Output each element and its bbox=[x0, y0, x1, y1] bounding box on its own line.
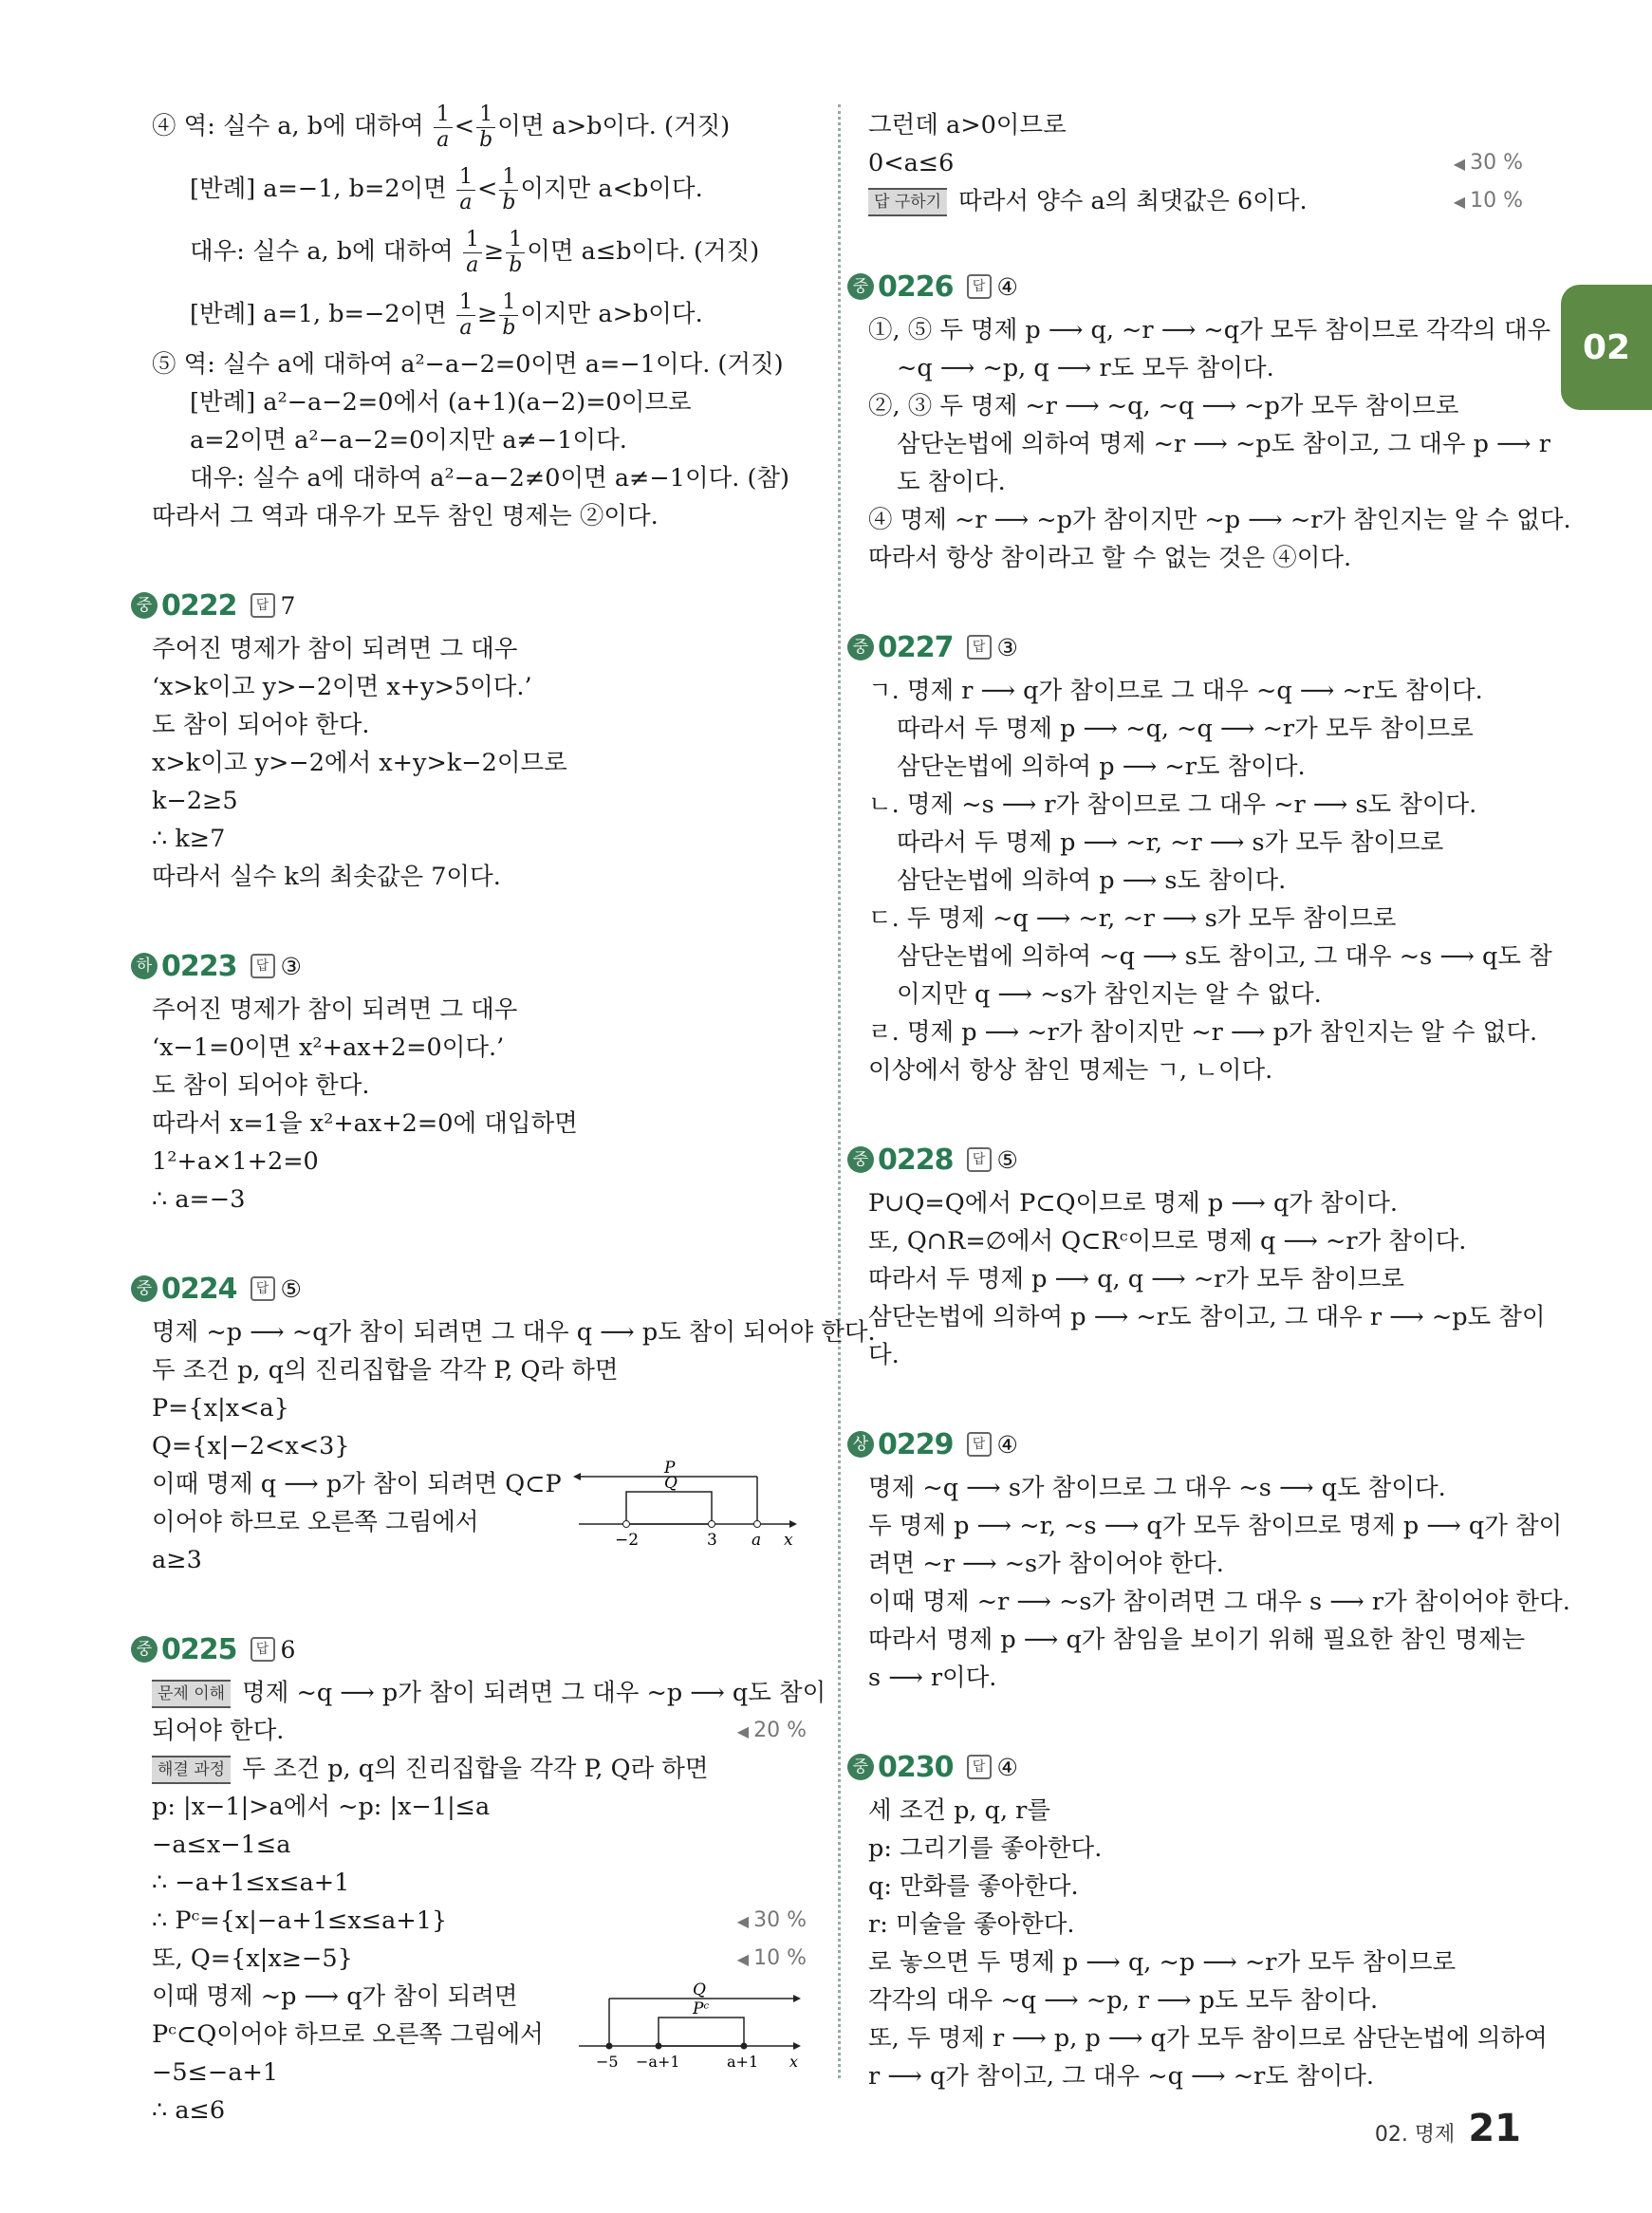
score-percent: ◀ 10 % bbox=[737, 1940, 807, 1979]
solution-line: 이때 명제 ~p ⟶ q가 참이 되려면 bbox=[152, 1982, 518, 2011]
answer-icon: 답 bbox=[251, 954, 275, 978]
answer-icon: 답 bbox=[967, 635, 992, 660]
score-percent: ◀ 20 % bbox=[737, 1712, 807, 1751]
solution-line: 두 명제 p ⟶ ~r, ~s ⟶ q가 모두 참이므로 명제 p ⟶ q가 참이 bbox=[868, 1512, 1563, 1540]
answer-value: ⑤ bbox=[996, 1145, 1018, 1174]
answer-icon: 답 bbox=[251, 1276, 275, 1301]
problem-number: 0228 bbox=[878, 1143, 954, 1177]
solution-line: ‘x−1=0이면 x²+ax+2=0이다.’ bbox=[152, 1033, 505, 1062]
solution-line: ①, ⑤ 두 명제 p ⟶ q, ~r ⟶ ~q가 모두 참이므로 각각의 대우 bbox=[868, 316, 1551, 344]
problem-header bbox=[847, 1139, 1523, 1181]
solution-line: Q={x|−2<x<3} bbox=[152, 1432, 350, 1460]
solution-line: ∴ −a+1≤x≤a+1 bbox=[152, 1869, 350, 1897]
q-label: Q bbox=[664, 1474, 678, 1493]
solution-line: 되어야 한다. ◀ 20 % bbox=[152, 1712, 807, 1750]
solution-line: 다. bbox=[868, 1341, 900, 1369]
problem-header bbox=[131, 1268, 807, 1310]
problem-header bbox=[847, 266, 1523, 307]
solution-line: −a≤x−1≤a bbox=[152, 1831, 291, 1859]
q-arrow bbox=[793, 1995, 801, 2002]
step-tag: 답 구하기 bbox=[868, 188, 947, 216]
solution-line: p: |x−1|>a에서 ~p: |x−1|≤a bbox=[152, 1793, 491, 1821]
solution-line: 로 놓으면 두 명제 p ⟶ q, ~p ⟶ ~r가 모두 참이므로 bbox=[868, 1948, 1457, 1977]
tick-label: −5 bbox=[596, 2053, 619, 2071]
problem-header bbox=[131, 585, 807, 626]
answer-icon: 답 bbox=[967, 1147, 992, 1172]
p-arrow bbox=[573, 1473, 581, 1480]
solution-line: ∴ a≤6 bbox=[152, 2096, 226, 2125]
difficulty-badge: 중 bbox=[847, 1146, 874, 1173]
closed-point bbox=[741, 2043, 748, 2050]
step-tag: 문제 이해 bbox=[152, 1680, 231, 1708]
solution-line: ‘x>k이고 y>−2이면 x+y>5이다.’ bbox=[152, 673, 532, 701]
solution-line: P∪Q=Q에서 P⊂Q이므로 명제 p ⟶ q가 참이다. bbox=[868, 1189, 1399, 1218]
problem-0227 bbox=[852, 626, 1552, 1089]
axis-arrow bbox=[793, 2042, 801, 2050]
number-line-diagram-0225 bbox=[569, 1978, 807, 2082]
solution-line: 그런데 a>0이므로 bbox=[868, 111, 1067, 139]
solution-line: 도 참이다. bbox=[897, 468, 1006, 496]
problem-number: 0226 bbox=[878, 270, 954, 304]
solution-line: ②, ③ 두 명제 ~r ⟶ ~q, ~q ⟶ ~p가 모두 참이므로 bbox=[868, 392, 1459, 420]
left-column bbox=[136, 95, 876, 2129]
right-column bbox=[852, 106, 1571, 2095]
converse-4-line: ④ 역: 실수 a, b에 대하여 $\frac{1}{a}$ < $\frac{1}{b}$ 이면 a>b이다. (거짓) bbox=[152, 102, 731, 152]
open-point bbox=[709, 1521, 715, 1528]
difficulty-badge: 중 bbox=[847, 1754, 874, 1780]
solution-line: 따라서 x=1을 x²+ax+2=0에 대입하면 bbox=[152, 1109, 578, 1138]
answer-value: ⑤ bbox=[280, 1274, 302, 1303]
answer-value: ④ bbox=[996, 1430, 1018, 1459]
solution-line: 주어진 명제가 참이 되려면 그 대우 bbox=[152, 995, 518, 1024]
problem-0225 bbox=[136, 1628, 826, 2129]
solution-line: 도 참이 되어야 한다. bbox=[152, 1071, 370, 1100]
solution-line: 따라서 항상 참이라고 할 수 없는 것은 ④이다. bbox=[868, 544, 1352, 572]
difficulty-badge: 하 bbox=[131, 953, 158, 979]
solution-line: ㄴ. 명제 ~s ⟶ r가 참이므로 그 대우 ~r ⟶ s도 참이다. bbox=[868, 790, 1477, 819]
answer-value: ③ bbox=[996, 633, 1018, 661]
converse-5-line: ⑤ 역: 실수 a에 대하여 a²−a−2=0이면 a=−1이다. (거짓) bbox=[152, 350, 784, 379]
difficulty-badge: 중 bbox=[131, 1636, 158, 1663]
solution-line: 삼단논법에 의하여 명제 ~r ⟶ ~p도 참이고, 그 대우 p ⟶ r bbox=[897, 430, 1550, 458]
solution-line: 이지만 q ⟶ ~s가 참인지는 알 수 없다. bbox=[897, 980, 1322, 1009]
score-percent: ◀ 10 % bbox=[1454, 182, 1523, 221]
solution-line: 또, Q={x|x≥−5} ◀ 10 % bbox=[152, 1940, 807, 1978]
solution-line: s ⟶ r이다. bbox=[868, 1664, 997, 1692]
solution-line: 세 조건 p, q, r를 bbox=[868, 1796, 1051, 1825]
problem-header bbox=[847, 1746, 1523, 1788]
difficulty-badge: 중 bbox=[131, 1275, 158, 1302]
axis-label: x bbox=[789, 2053, 799, 2071]
solution-line: 이때 명제 q ⟶ p가 참이 되려면 Q⊂P bbox=[152, 1470, 562, 1498]
solution-line: P={x|x<a} bbox=[152, 1394, 289, 1423]
answer-icon: 답 bbox=[967, 1432, 992, 1457]
tick-label: 3 bbox=[707, 1531, 717, 1550]
p-label: P bbox=[664, 1459, 676, 1478]
number-line-diagram-0224 bbox=[569, 1458, 797, 1562]
solution-line: 따라서 두 명제 p ⟶ q, q ⟶ ~r가 모두 참이므로 bbox=[868, 1265, 1405, 1293]
solution-line: ∴ Pᶜ={x|−a+1≤x≤a+1} ◀ 30 % bbox=[152, 1902, 807, 1940]
answer-value: ④ bbox=[996, 272, 1018, 301]
solution-line: p: 그리기를 좋아한다. bbox=[868, 1834, 1103, 1863]
problem-number: 0227 bbox=[878, 630, 954, 664]
answer-icon: 답 bbox=[967, 274, 992, 299]
problem-header bbox=[131, 945, 807, 987]
q-range-box bbox=[626, 1492, 712, 1524]
answer-value: 7 bbox=[280, 591, 296, 620]
solution-line: ④ 명제 ~r ⟶ ~p가 참이지만 ~p ⟶ ~r가 참인지는 알 수 없다. bbox=[868, 506, 1571, 534]
closed-point bbox=[606, 2043, 613, 2050]
problem-header bbox=[131, 1628, 807, 1670]
solution-line: 삼단논법에 의하여 p ⟶ ~r도 참이고, 그 대우 r ⟶ ~p도 참이 bbox=[868, 1303, 1546, 1331]
problem-header bbox=[847, 626, 1523, 668]
solution-line: 문제 이해 명제 ~q ⟶ p가 참이 되려면 그 대우 ~p ⟶ q도 참이 bbox=[152, 1674, 807, 1712]
problem-0224 bbox=[136, 1268, 876, 1579]
solution-line: k−2≥5 bbox=[152, 787, 238, 815]
solution-line: 삼단논법에 의하여 ~q ⟶ s도 참이고, 그 대우 ~s ⟶ q도 참 bbox=[897, 942, 1552, 971]
score-percent: ◀ 30 % bbox=[737, 1902, 807, 1941]
problem-number: 0230 bbox=[878, 1750, 954, 1784]
solution-line: ~q ⟶ ~p, q ⟶ r도 모두 참이다. bbox=[897, 354, 1274, 382]
solution-line: a≥3 bbox=[152, 1546, 202, 1574]
solution-line: ㄱ. 명제 r ⟶ q가 참이므로 그 대우 ~q ⟶ ~r도 참이다. bbox=[868, 677, 1483, 705]
answer-icon: 답 bbox=[251, 1637, 275, 1662]
solution-line: 이어야 하므로 오른쪽 그림에서 bbox=[152, 1508, 479, 1536]
problem-0222 bbox=[136, 585, 807, 896]
counterexample-line-3: [반례] a²−a−2=0에서 (a+1)(a−2)=0이므로 bbox=[190, 388, 692, 417]
column-divider bbox=[838, 104, 841, 2078]
solution-line: ㄹ. 명제 p ⟶ ~r가 참이지만 ~r ⟶ p가 참인지는 알 수 없다. bbox=[868, 1018, 1538, 1047]
problem-number: 0222 bbox=[161, 588, 237, 623]
page-footer bbox=[1375, 2107, 1521, 2150]
problem-header bbox=[847, 1423, 1523, 1465]
solution-line: x>k이고 y>−2에서 x+y>k−2이므로 bbox=[152, 749, 567, 777]
solution-line: 려면 ~r ⟶ ~s가 참이어야 한다. bbox=[868, 1550, 1224, 1578]
problem-0226 bbox=[852, 266, 1571, 577]
answer-value: ④ bbox=[996, 1753, 1018, 1781]
chapter-side-tab: 02 bbox=[1561, 285, 1652, 410]
difficulty-badge: 중 bbox=[847, 634, 874, 660]
solution-line: r: 미술을 좋아한다. bbox=[868, 1910, 1075, 1939]
pc-range-box bbox=[659, 2018, 744, 2046]
problem-0223 bbox=[136, 945, 807, 1218]
solution-line: 주어진 명제가 참이 되려면 그 대우 bbox=[152, 635, 518, 663]
axis-label: x bbox=[784, 1531, 793, 1550]
problem-number: 0229 bbox=[878, 1427, 954, 1461]
solution-line: 도 참이 되어야 한다. bbox=[152, 711, 370, 739]
difficulty-badge: 중 bbox=[847, 273, 874, 300]
solution-line: Pᶜ⊂Q이어야 하므로 오른쪽 그림에서 bbox=[152, 2020, 544, 2049]
solution-line: 1²+a×1+2=0 bbox=[152, 1147, 319, 1176]
score-percent: ◀ 30 % bbox=[1454, 144, 1523, 183]
contrapositive-4-line: 대우: 실수 a, b에 대하여 $\frac{1}{a}$ ≥ $\frac{1}{b}$ 이면 a≤b이다. (거짓) bbox=[190, 227, 760, 277]
solution-line: 0<a≤6 ◀ 30 % bbox=[868, 144, 1523, 182]
solution-line: r ⟶ q가 참이고, 그 대우 ~q ⟶ ~r도 참이다. bbox=[868, 2062, 1374, 2091]
solution-line: 삼단논법에 의하여 p ⟶ s도 참이다. bbox=[897, 866, 1287, 895]
closed-point bbox=[656, 2043, 662, 2050]
solution-line: ∴ k≥7 bbox=[152, 825, 226, 853]
open-point bbox=[754, 1521, 761, 1528]
solution-line: 명제 ~q ⟶ s가 참이므로 그 대우 ~s ⟶ q도 참이다. bbox=[868, 1474, 1446, 1502]
problem-0230 bbox=[852, 1746, 1548, 2095]
solution-line: 이때 명제 ~r ⟶ ~s가 참이려면 그 대우 s ⟶ r가 참이어야 한다. bbox=[868, 1588, 1570, 1616]
solution-line: 삼단논법에 의하여 p ⟶ ~r도 참이다. bbox=[897, 753, 1306, 781]
solution-line: 따라서 두 명제 p ⟶ ~q, ~q ⟶ ~r가 모두 참이므로 bbox=[897, 715, 1474, 743]
q-label: Q bbox=[693, 1981, 706, 1999]
pc-label: Pᶜ bbox=[693, 1999, 710, 2018]
solution-line: 따라서 실수 k의 최솟값은 7이다. bbox=[152, 863, 501, 891]
difficulty-badge: 상 bbox=[847, 1431, 874, 1458]
chapter-label: 02. 명제 bbox=[1374, 2123, 1456, 2147]
tick-label: −a+1 bbox=[636, 2053, 680, 2071]
problem-0228 bbox=[852, 1139, 1546, 1374]
problem-0229 bbox=[852, 1423, 1570, 1697]
answer-value: ③ bbox=[280, 952, 302, 980]
solution-line: ㄷ. 두 명제 ~q ⟶ ~r, ~r ⟶ s가 모두 참이므로 bbox=[868, 904, 1397, 933]
tick-label: a+1 bbox=[727, 2053, 759, 2071]
answer-icon: 답 bbox=[251, 593, 275, 618]
answer-value: 6 bbox=[280, 1635, 296, 1664]
solution-line: ∴ a=−3 bbox=[152, 1185, 246, 1214]
problem-number: 0223 bbox=[161, 949, 237, 983]
solution-line: 각각의 대우 ~q ⟶ ~p, r ⟶ p도 모두 참이다. bbox=[868, 1986, 1379, 2015]
solution-line: 답 구하기 따라서 양수 a의 최댓값은 6이다. ◀ 10 % bbox=[868, 182, 1523, 220]
axis-arrow bbox=[789, 1520, 797, 1528]
tick-label: a bbox=[752, 1531, 762, 1550]
solution-line: −5≤−a+1 bbox=[152, 2058, 279, 2087]
problem-number: 0225 bbox=[161, 1632, 237, 1666]
solution-line: q: 만화를 좋아한다. bbox=[868, 1872, 1079, 1901]
solution-line: 해결 과정 두 조건 p, q의 진리집합을 각각 P, Q라 하면 bbox=[152, 1750, 807, 1788]
counterexample-line-1: [반례] a=−1, b=2이면 $\frac{1}{a}$ < $\frac{1}{b}$ 이지만 a<b이다. bbox=[190, 164, 703, 214]
step-tag: 해결 과정 bbox=[152, 1756, 231, 1784]
problem-number: 0224 bbox=[161, 1272, 237, 1306]
counterexample-line-2: [반례] a=1, b=−2이면 $\frac{1}{a}$ ≥ $\frac{1}{b}$ 이지만 a>b이다. bbox=[190, 289, 703, 340]
solution-line: 따라서 두 명제 p ⟶ ~r, ~r ⟶ s가 모두 참이므로 bbox=[897, 828, 1444, 857]
page-number: 21 bbox=[1468, 2107, 1521, 2150]
conclusion-line: 따라서 그 역과 대우가 모두 참인 명제는 ②이다. bbox=[152, 502, 659, 530]
contrapositive-5-line: 대우: 실수 a에 대하여 a²−a−2≠0이면 a≠−1이다. (참) bbox=[190, 464, 789, 493]
answer-icon: 답 bbox=[967, 1755, 992, 1779]
solution-line: 따라서 명제 p ⟶ q가 참임을 보이기 위해 필요한 참인 명제는 bbox=[868, 1626, 1526, 1654]
solution-line: 또, Q∩R=∅에서 Q⊂Rᶜ이므로 명제 q ⟶ ~r가 참이다. bbox=[868, 1227, 1467, 1255]
solution-line: 또, 두 명제 r ⟶ p, p ⟶ q가 모두 참이므로 삼단논법에 의하여 bbox=[868, 2024, 1548, 2053]
counterexample-line-4: a=2이면 a²−a−2=0이지만 a≠−1이다. bbox=[190, 426, 627, 455]
solution-line: 두 조건 p, q의 진리집합을 각각 P, Q라 하면 bbox=[152, 1356, 619, 1385]
tick-label: −2 bbox=[615, 1531, 640, 1550]
solution-line: 이상에서 항상 참인 명제는 ㄱ, ㄴ이다. bbox=[868, 1056, 1273, 1085]
open-point bbox=[623, 1521, 630, 1528]
difficulty-badge: 중 bbox=[131, 592, 158, 619]
solution-line: 명제 ~p ⟶ ~q가 참이 되려면 그 대우 q ⟶ p도 참이 되어야 한다. bbox=[152, 1318, 876, 1347]
